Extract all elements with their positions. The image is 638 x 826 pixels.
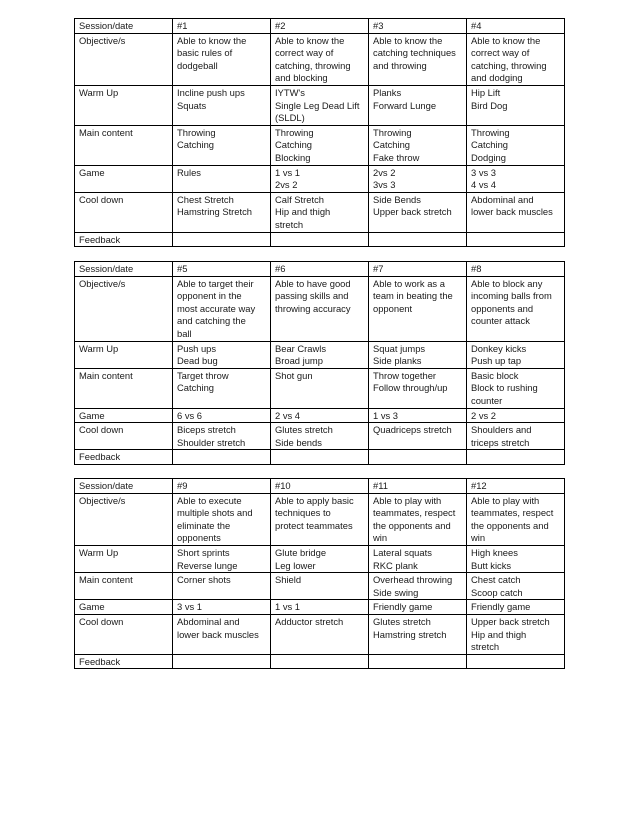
header-row (75, 262, 565, 277)
header-session-date: Session/date (75, 479, 173, 494)
table-cell: Able to apply basic techniques to protect teammates (271, 493, 369, 545)
table-row (75, 545, 565, 572)
table-cell: Shield (271, 573, 369, 600)
table-cell: Rules (173, 165, 271, 192)
table-cell: Lateral squats RKC plank (369, 545, 467, 572)
table-row (75, 232, 565, 247)
header-session-date: Session/date (75, 19, 173, 34)
row-label: Game (75, 165, 173, 192)
table-cell: Able to work as a team in beating the opponent (369, 276, 467, 341)
table-cell: Donkey kicks Push up tap (467, 341, 565, 368)
table-cell: Squat jumps Side planks (369, 341, 467, 368)
table-cell: Basic block Block to rushing counter (467, 368, 565, 408)
table-cell: Bear Crawls Broad jump (271, 341, 369, 368)
table-cell: Able to have good passing skills and throwing accuracy (271, 276, 369, 341)
table-cell (369, 654, 467, 669)
table-cell: Glutes stretch Hamstring stretch (369, 614, 467, 654)
table-cell: Overhead throwing Side swing (369, 573, 467, 600)
table-cell: 1 vs 1 2vs 2 (271, 165, 369, 192)
table-cell: Hip Lift Bird Dog (467, 85, 565, 125)
header-session-number: #2 (271, 19, 369, 34)
table-cell: Corner shots (173, 573, 271, 600)
table-cell: Able to know the basic rules of dodgeball (173, 33, 271, 85)
table-cell: Abdominal and lower back muscles (467, 192, 565, 232)
row-label: Objective/s (75, 33, 173, 85)
table-cell (271, 450, 369, 465)
table-cell: Push ups Dead bug (173, 341, 271, 368)
row-label: Game (75, 600, 173, 615)
table-cell: Upper back stretch Hip and thigh stretch (467, 614, 565, 654)
table-cell: Glute bridge Leg lower (271, 545, 369, 572)
table-cell: Calf Stretch Hip and thigh stretch (271, 192, 369, 232)
table-cell: Shoulders and triceps stretch (467, 423, 565, 450)
table-cell: Biceps stretch Shoulder stretch (173, 423, 271, 450)
table-row (75, 192, 565, 232)
table-cell (271, 654, 369, 669)
table-cell: Throwing Catching Blocking (271, 125, 369, 165)
header-session-number: #6 (271, 262, 369, 277)
header-session-number: #1 (173, 19, 271, 34)
table-cell (271, 232, 369, 247)
row-label: Cool down (75, 614, 173, 654)
table-cell (173, 232, 271, 247)
table-row (75, 165, 565, 192)
table-row (75, 600, 565, 615)
row-label: Main content (75, 368, 173, 408)
table-cell: 3 vs 3 4 vs 4 (467, 165, 565, 192)
table-row (75, 573, 565, 600)
session-plan-table-2 (74, 261, 565, 465)
table-row (75, 125, 565, 165)
header-session-number: #12 (467, 479, 565, 494)
table-row (75, 654, 565, 669)
table-cell: Throwing Catching Fake throw (369, 125, 467, 165)
row-label: Feedback (75, 232, 173, 247)
table-cell: Able to know the correct way of catching, throwing and blocking (271, 33, 369, 85)
table-cell: 3 vs 1 (173, 600, 271, 615)
table-cell: Friendly game (467, 600, 565, 615)
header-session-number: #3 (369, 19, 467, 34)
table-cell: High knees Butt kicks (467, 545, 565, 572)
header-row (75, 479, 565, 494)
table-cell: Short sprints Reverse lunge (173, 545, 271, 572)
header-session-date: Session/date (75, 262, 173, 277)
table-cell: Glutes stretch Side bends (271, 423, 369, 450)
row-label: Feedback (75, 654, 173, 669)
row-label: Cool down (75, 423, 173, 450)
table-row (75, 276, 565, 341)
table-cell: 2 vs 2 (467, 408, 565, 423)
table-cell: Side Bends Upper back stretch (369, 192, 467, 232)
table-cell (369, 232, 467, 247)
table-cell: Throwing Catching Dodging (467, 125, 565, 165)
table-cell: Target throw Catching (173, 368, 271, 408)
header-row (75, 19, 565, 34)
table-cell: Throwing Catching (173, 125, 271, 165)
table-cell: Able to play with teammates, respect the opponents and win (467, 493, 565, 545)
table-cell: Able to know the catching techniques and throwing (369, 33, 467, 85)
table-cell: IYTW's Single Leg Dead Lift (SLDL) (271, 85, 369, 125)
row-label: Warm Up (75, 85, 173, 125)
table-cell: Able to target their opponent in the most accurate way and catching the ball (173, 276, 271, 341)
row-label: Main content (75, 573, 173, 600)
row-label: Warm Up (75, 341, 173, 368)
table-cell (467, 654, 565, 669)
table-cell: Able to know the correct way of catching, throwing and dodging (467, 33, 565, 85)
row-label: Main content (75, 125, 173, 165)
row-label: Game (75, 408, 173, 423)
row-label: Feedback (75, 450, 173, 465)
header-session-number: #4 (467, 19, 565, 34)
table-cell: Able to block any incoming balls from opponents and counter attack (467, 276, 565, 341)
table-cell: Chest Stretch Hamstring Stretch (173, 192, 271, 232)
table-cell: Incline push ups Squats (173, 85, 271, 125)
table-row (75, 368, 565, 408)
table-cell: Throw together Follow through/up (369, 368, 467, 408)
table-row (75, 408, 565, 423)
table-row (75, 423, 565, 450)
table-cell: Able to execute multiple shots and eliminate the opponents (173, 493, 271, 545)
row-label: Warm Up (75, 545, 173, 572)
table-cell: 1 vs 3 (369, 408, 467, 423)
table-row (75, 493, 565, 545)
header-session-number: #11 (369, 479, 467, 494)
table-row (75, 450, 565, 465)
table-cell: 1 vs 1 (271, 600, 369, 615)
table-cell: Able to play with teammates, respect the opponents and win (369, 493, 467, 545)
row-label: Objective/s (75, 276, 173, 341)
table-row (75, 85, 565, 125)
table-cell (173, 450, 271, 465)
table-cell (467, 232, 565, 247)
header-session-number: #5 (173, 262, 271, 277)
header-session-number: #9 (173, 479, 271, 494)
table-row (75, 614, 565, 654)
table-cell: 2 vs 4 (271, 408, 369, 423)
table-row (75, 33, 565, 85)
table-cell: Shot gun (271, 368, 369, 408)
table-cell: Adductor stretch (271, 614, 369, 654)
session-plan-table-1 (74, 18, 565, 247)
table-cell (173, 654, 271, 669)
table-cell: 2vs 2 3vs 3 (369, 165, 467, 192)
header-session-number: #8 (467, 262, 565, 277)
row-label: Cool down (75, 192, 173, 232)
table-cell: 6 vs 6 (173, 408, 271, 423)
table-cell: Quadriceps stretch (369, 423, 467, 450)
header-session-number: #10 (271, 479, 369, 494)
row-label: Objective/s (75, 493, 173, 545)
table-cell (369, 450, 467, 465)
table-cell (467, 450, 565, 465)
table-cell: Planks Forward Lunge (369, 85, 467, 125)
table-cell: Chest catch Scoop catch (467, 573, 565, 600)
table-cell: Abdominal and lower back muscles (173, 614, 271, 654)
header-session-number: #7 (369, 262, 467, 277)
session-plan-table-3 (74, 478, 565, 669)
table-row (75, 341, 565, 368)
table-cell: Friendly game (369, 600, 467, 615)
